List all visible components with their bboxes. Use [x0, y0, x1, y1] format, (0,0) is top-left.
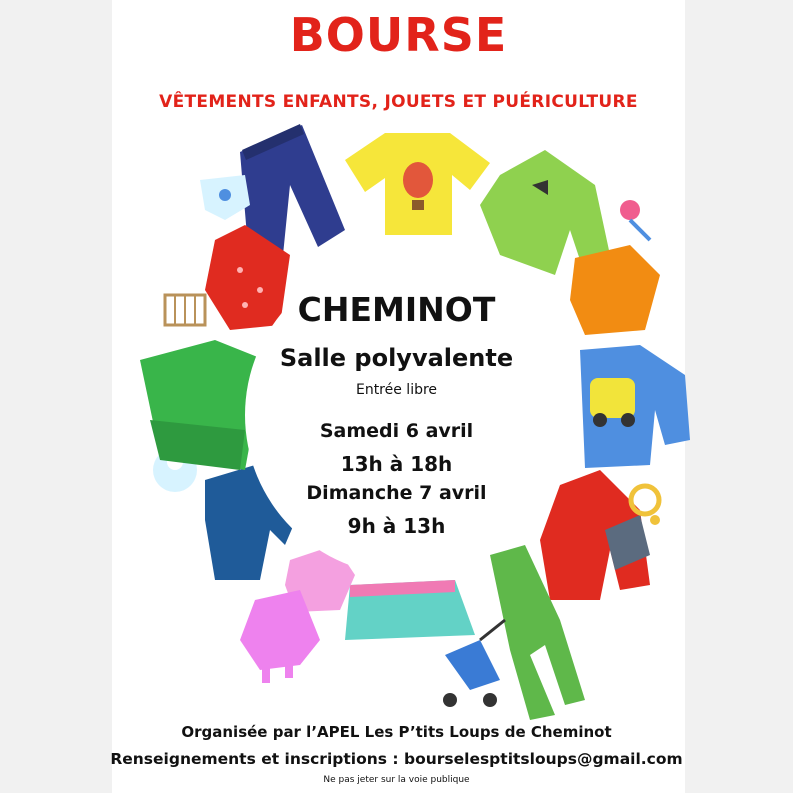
hall-name: Salle polyvalente [279, 344, 514, 372]
notice-text: Ne pas jeter sur la voie publique [323, 775, 470, 785]
venue-name: CHEMINOT [297, 290, 496, 329]
day2-hours: 9h à 13h [347, 514, 446, 538]
poster-title: BOURSE [289, 8, 508, 62]
balloon-shirt-icon [345, 133, 490, 235]
entry-info: Entrée libre [355, 382, 438, 398]
contact-text: Renseignements et inscriptions : bourselesptitsloups@gmail.com [110, 750, 683, 768]
organizer-text: Organisée par l’APEL Les P’tits Loups de Cheminot [181, 723, 612, 741]
teal-skirt-icon [345, 580, 475, 640]
day1-date: Samedi 6 avril [319, 420, 474, 442]
poster-subtitle: VÊTEMENTS ENFANTS, JOUETS ET PUÉRICULTURE [159, 92, 638, 112]
day2-date: Dimanche 7 avril [306, 482, 487, 504]
diaper-icon [200, 175, 250, 220]
day1-hours: 13h à 18h [340, 452, 453, 476]
rattle-icon [620, 200, 650, 240]
